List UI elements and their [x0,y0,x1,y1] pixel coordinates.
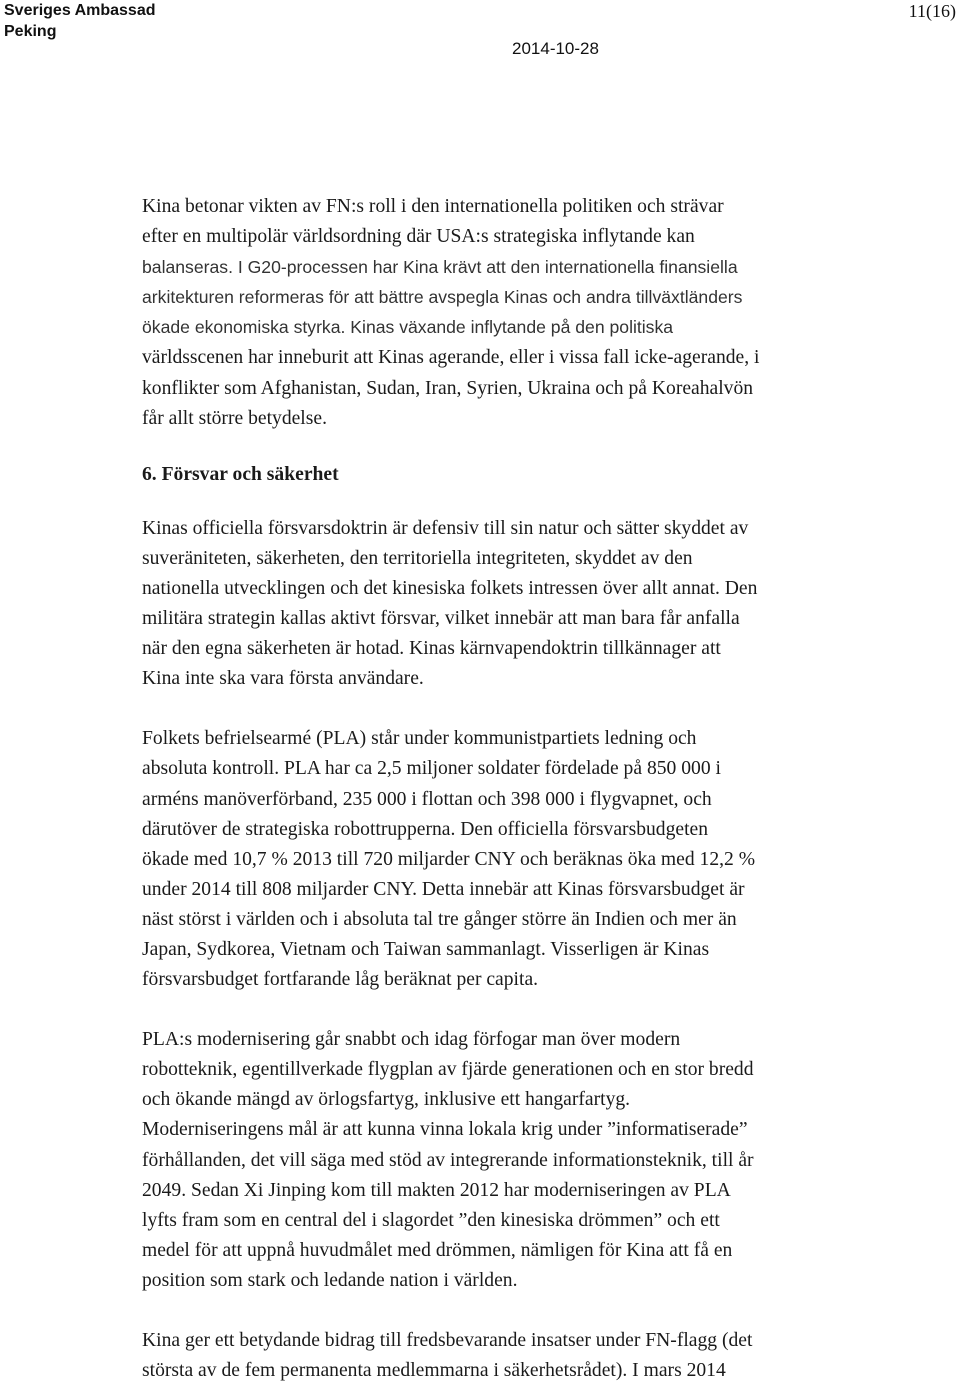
paragraph-fn-role [142,192,850,434]
text-line: medel för att uppnå huvudmålet med drömmen, nämligen för Kina att få en [142,1239,733,1261]
text-line: Kina betonar vikten av FN:s roll i den internationella politiken och strävar [142,196,724,217]
text-line [142,312,850,343]
text-line: PLA:s modernisering går snabbt och idag förfogar man över modern [142,1029,681,1051]
paragraph-pla-modernization [142,1025,850,1296]
text-line: Folkets befrielsearmé (PLA) står under kommunistpartiets ledning och [142,728,697,750]
text-run: ökade ekonomiska styrka. [142,317,346,338]
text-line: position som stark och ledande nation i världen. [142,1269,518,1291]
document-date: 2014-10-28 [512,39,599,58]
document-body [142,192,850,1392]
text-line: försvarsbudget fortfarande låg beräknat per capita. [142,969,539,991]
text-line: militära strategin kallas aktivt försvar, vilket innebär att man bara får anfalla [142,608,740,630]
text-line: största av de fem permanenta medlemmarna i säkerhetsrådet). I mars 2014 [142,1360,726,1382]
text-line: robotteknik, egentillverkade flygplan av fjärde generationen och en stor bredd [142,1059,754,1081]
page-number: 11(16) [908,1,956,21]
paragraph-pla-budget [142,724,850,995]
text-line: Japan, Sydkorea, Vietnam och Taiwan sammanlagt. Visserligen är Kinas [142,938,710,960]
paragraph-defense-doctrine [142,514,850,695]
text-line: Kina inte ska vara första användare. [142,668,424,690]
text-line: därutöver de strategiska robottrupperna. Den officiella försvarsbudgeten [142,818,709,840]
text-line: konflikter som Afghanistan, Sudan, Iran, Syrien, Ukraina och på Koreahalvön [142,377,754,399]
text-line: 2049. Sedan Xi Jinping kom till makten 2012 har moderniseringen av PLA [142,1179,731,1201]
text-line: förhållanden, det vill säga med stöd av integrerande informationsteknik, till år [142,1149,754,1171]
text-line: Moderniseringens mål är att kunna vinna lokala krig under ”informatiserade” [142,1119,748,1141]
text-line: får allt större betydelse. [142,407,327,429]
text-line: och ökande mängd av örlogsfartyg, inklusive ett hangarfartyg. [142,1089,631,1111]
text-line: Kinas officiella försvarsdoktrin är defensiv till sin natur och sätter skyddet av [142,517,749,539]
text-line: ökade med 10,7 % 2013 till 720 miljarder CNY och beräknas öka med 12,2 % [142,848,756,870]
text-line: efter en multipolär världsordning där USA:s strategiska inflytande kan [142,226,695,248]
text-line: arméns manöverförband, 235 000 i flottan och 398 000 i flygvapnet, och [142,788,712,810]
text-run: Kinas växande inflytande på den politiska [345,317,674,338]
header-org-line-2: Peking [4,23,57,40]
text-line: balanseras. I G20-processen har Kina krävt att den internationella finansiella [142,257,738,278]
paragraph-peacekeeping [142,1326,850,1386]
text-line: lyfts fram som en central del i slagordet ”den kinesiska drömmen” och ett [142,1209,720,1231]
header-org-line-1: Sveriges Ambassad [4,2,156,19]
text-line: nationella utvecklingen och det kinesiska folkets intressen över allt annat. Den [142,577,758,599]
text-line: näst störst i världen och i absoluta tal tre gånger större än Indien och mer än [142,908,737,930]
text-line: arkitekturen reformeras för att bättre avspegla Kinas och andra tillväxtländers [142,287,743,308]
text-line: när den egna säkerheten är hotad. Kinas kärnvapendoktrin tillkännager att [142,638,721,660]
text-line: suveräniteten, säkerheten, den territoriella integriteten, skyddet av den [142,547,693,569]
text-line: Kina ger ett betydande bidrag till fredsbevarande insatser under FN-flagg (det [142,1330,753,1351]
text-line: världsscenen har inneburit att Kinas agerande, eller i vissa fall icke-agerande, i [142,347,760,369]
section-heading: 6. Försvar och säkerhet [142,463,339,485]
text-line: absoluta kontroll. PLA har ca 2,5 miljoner soldater fördelade på 850 000 i [142,758,721,780]
header-organization [4,0,155,42]
text-line: under 2014 till 808 miljarder CNY. Detta innebär att Kinas försvarsbudget är [142,878,745,900]
